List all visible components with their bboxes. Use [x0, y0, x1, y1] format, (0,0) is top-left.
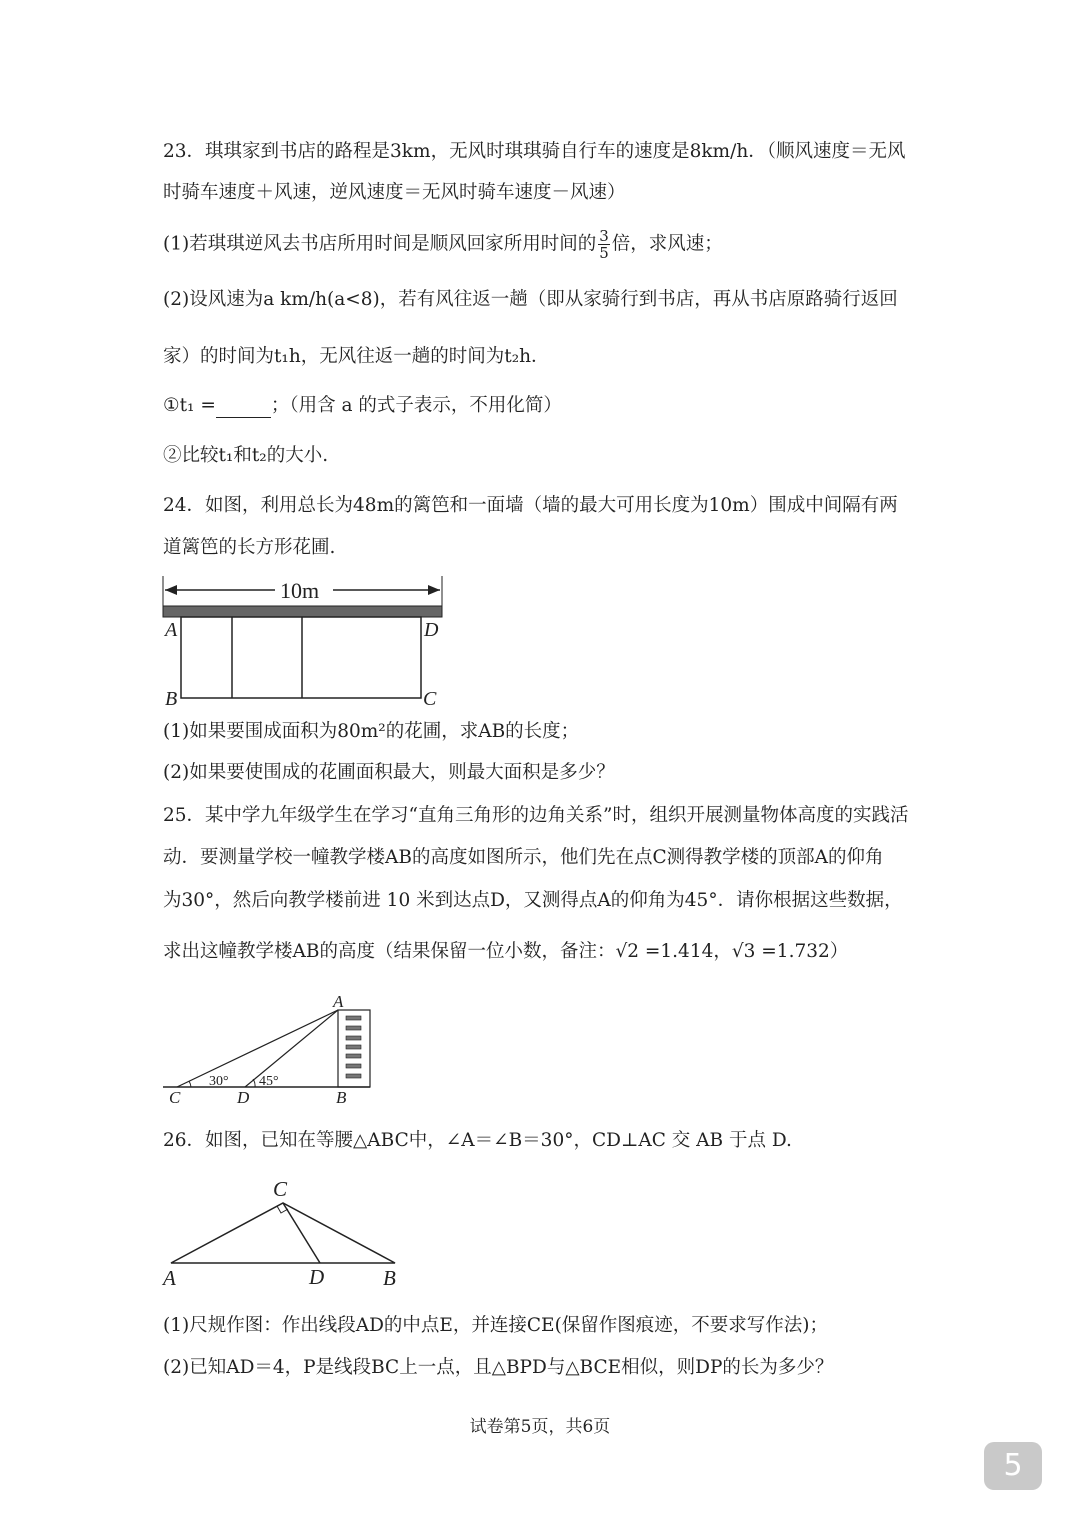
q23-sub1-text: ；（用含 a 的式子表示，不用化简）: [270, 395, 562, 416]
q23-part1-text: (1)若琪琪逆风去书店所用时间是顺风回家所用时间的: [163, 233, 597, 255]
denominator: 5: [599, 244, 609, 262]
q23-part2: 家）的时间为t₁h，无风往返一趟的时间为t₂h．: [163, 346, 550, 367]
answer-blank: [216, 399, 271, 418]
q24-garden-figure: [155, 570, 455, 710]
q25-building-figure: [155, 990, 385, 1110]
q23-text: 23．琪琪家到书店的路程是3km，无风时琪琪骑自行车的速度是8km/h．（顺风速度＝无风: [163, 141, 906, 162]
point-label-b: B: [336, 1088, 347, 1107]
fraction: [598, 228, 610, 261]
q25-text: 25．某中学九年级学生在学习“直角三角形的边角关系”时，组织开展测量物体高度的实践活: [163, 805, 909, 826]
angle-label-30: 30°: [209, 1074, 229, 1089]
point-label-b: B: [165, 688, 178, 710]
point-label-c: C: [273, 1177, 288, 1201]
q26-text: 26．如图，已知在等腰△ABC中，∠A＝∠B＝30°，CD⊥AC 交 AB 于点 D.: [163, 1130, 792, 1151]
page-number-badge: 5: [984, 1442, 1042, 1490]
point-label-d: D: [237, 1088, 250, 1107]
q26-part1: (1)尺规作图：作出线段AD的中点E，并连接CE(保留作图痕迹，不要求写作法)；: [163, 1315, 829, 1336]
wall-length-label: 10m: [280, 578, 320, 603]
point-label-d: D: [309, 1265, 325, 1289]
q23-part2: (2)设风速为a km/h(a<8)，若有风往返一趟（即从家骑行到书店，再从书店原路骑行返回: [163, 289, 898, 310]
point-label-a: A: [163, 1266, 176, 1290]
point-label-c: C: [423, 688, 437, 710]
q25-text: 为30°，然后向教学楼前进 10 米到达点D，又测得点A的仰角为45°．请你根据这些数据，: [163, 890, 903, 911]
q25-text: 求出这幢教学楼AB的高度（结果保留一位小数，备注：√2 =1.414，√3 =1.732）: [163, 941, 849, 962]
q25-text: 动．要测量学校一幢教学楼AB的高度如图所示，他们先在点C测得教学楼的顶部A的仰角: [163, 847, 884, 868]
q23-part1: [163, 228, 723, 261]
q23-text: 时骑车速度＋风速，逆风速度＝无风时骑车速度－风速）: [163, 182, 626, 203]
q26-part2: (2)已知AD＝4，P是线段BC上一点，且△BPD与△BCE相似，则DP的长为多少？: [163, 1357, 834, 1378]
q26-triangle-figure: [155, 1172, 415, 1292]
q24-text: 道篱笆的长方形花圃.: [163, 537, 336, 558]
point-label-b: B: [383, 1266, 396, 1290]
q23-part1-text: 倍，求风速；: [611, 233, 723, 255]
point-label-a: A: [333, 992, 344, 1011]
angle-label-45: 45°: [259, 1074, 279, 1089]
q23-sub1: [163, 394, 562, 418]
q24-part1: (1)如果要围成面积为80m²的花圃，求AB的长度；: [163, 721, 580, 742]
page-footer: 试卷第5页，共6页: [469, 1417, 611, 1437]
point-label-c: C: [169, 1088, 181, 1107]
point-label-d: D: [424, 619, 439, 641]
point-label-a: A: [165, 619, 178, 641]
q23-sub2: ②比较t₁和t₂的大小.: [163, 445, 329, 466]
q24-text: 24．如图，利用总长为48m的篱笆和一面墙（墙的最大可用长度为10m）围成中间隔有两: [163, 495, 898, 516]
numerator: 3: [599, 227, 609, 245]
q24-part2: (2)如果要使围成的花圃面积最大，则最大面积是多少？: [163, 762, 615, 783]
q23-sub1-label: ①t₁ =: [163, 395, 216, 416]
